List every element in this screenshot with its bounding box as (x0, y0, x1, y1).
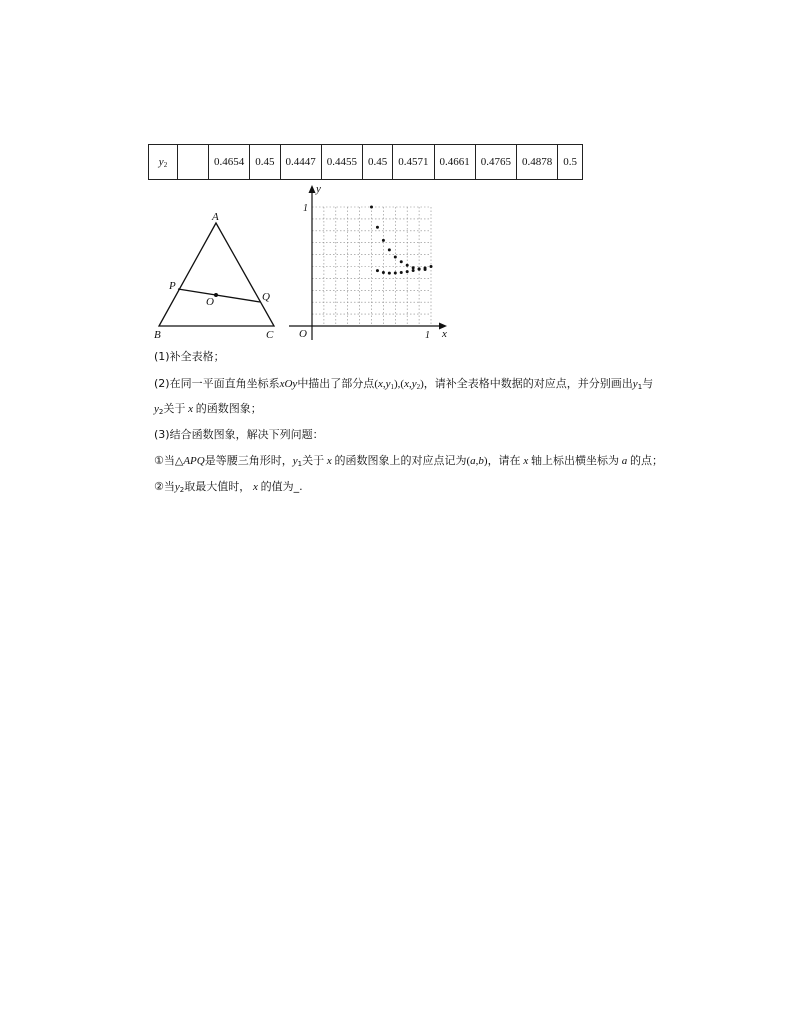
table-cell: 0.4765 (475, 145, 516, 180)
table-cell: 0.4878 (517, 145, 558, 180)
table-cell: 0.4661 (434, 145, 475, 180)
point-y1 (400, 260, 403, 263)
point-y1 (394, 255, 397, 258)
coordinate-graph (285, 180, 455, 345)
label-q: Q (262, 291, 270, 303)
point-y2 (424, 266, 427, 269)
label-p: P (169, 280, 176, 292)
table-cell: 0.5 (558, 145, 583, 180)
label-o: O (206, 296, 214, 308)
point-y2 (412, 269, 415, 272)
question-3: (3)结合函数图象，解决下列问题： (154, 428, 324, 441)
point-y1 (388, 248, 391, 251)
point-list: (x,y1),(x,y2) (374, 378, 424, 391)
y-axis-arrow (309, 185, 316, 193)
table-cell: 0.45 (363, 145, 393, 180)
point-y2 (376, 269, 379, 272)
data-points (370, 206, 433, 275)
table-cell: 0.4455 (321, 145, 362, 180)
question-1: (1)补全表格； (154, 350, 225, 363)
triangle-figure (150, 205, 290, 345)
point-y2 (382, 271, 385, 274)
point-y1 (370, 206, 373, 209)
table-row (149, 145, 583, 180)
origin-label: O (299, 328, 307, 340)
table-cell: 0.4571 (393, 145, 434, 180)
question-2-line2: y2关于 x 的函数图象； (154, 402, 262, 416)
x-axis-label: x (442, 328, 447, 340)
y-tick-label: 1 (303, 203, 308, 214)
point-y2 (418, 268, 421, 271)
y-axis-label: y (316, 183, 321, 195)
point-y2 (406, 270, 409, 273)
point-y1 (382, 239, 385, 242)
x-tick-label: 1 (425, 330, 430, 341)
segment-pq (178, 289, 260, 302)
point-y2 (400, 271, 403, 274)
point-o (214, 293, 218, 297)
label-b: B (154, 329, 161, 341)
label-a: A (212, 211, 219, 223)
point-y2 (394, 271, 397, 274)
point-y1 (406, 264, 409, 267)
table-cell-empty (178, 145, 209, 180)
row-label-y2: $y_2$ (149, 145, 178, 180)
point-y1 (412, 266, 415, 269)
triangle-abc (159, 223, 274, 326)
table-cell: 0.4447 (280, 145, 321, 180)
label-c: C (266, 329, 274, 341)
table-cell: 0.45 (250, 145, 280, 180)
question-3-2: ②当y2取最大值时， x 的值为_. (154, 480, 303, 494)
point-y2 (388, 272, 391, 275)
question-3-1: ①当△APQ是等腰三角形时，y1关于 x 的函数图象上的对应点记为(a,b)，请在 x 轴上标出横坐标为 a 的点； (154, 454, 663, 468)
point-y1 (376, 226, 379, 229)
value-table (148, 144, 583, 180)
question-2-line1: (2)在同一平面直角坐标系xOy中描出了部分点(x,y1),(x,y2)，请补全表格中数据的对应点，并分别画出y1与 (154, 377, 654, 391)
point-y2 (430, 265, 433, 268)
table-cell: 0.4654 (209, 145, 250, 180)
